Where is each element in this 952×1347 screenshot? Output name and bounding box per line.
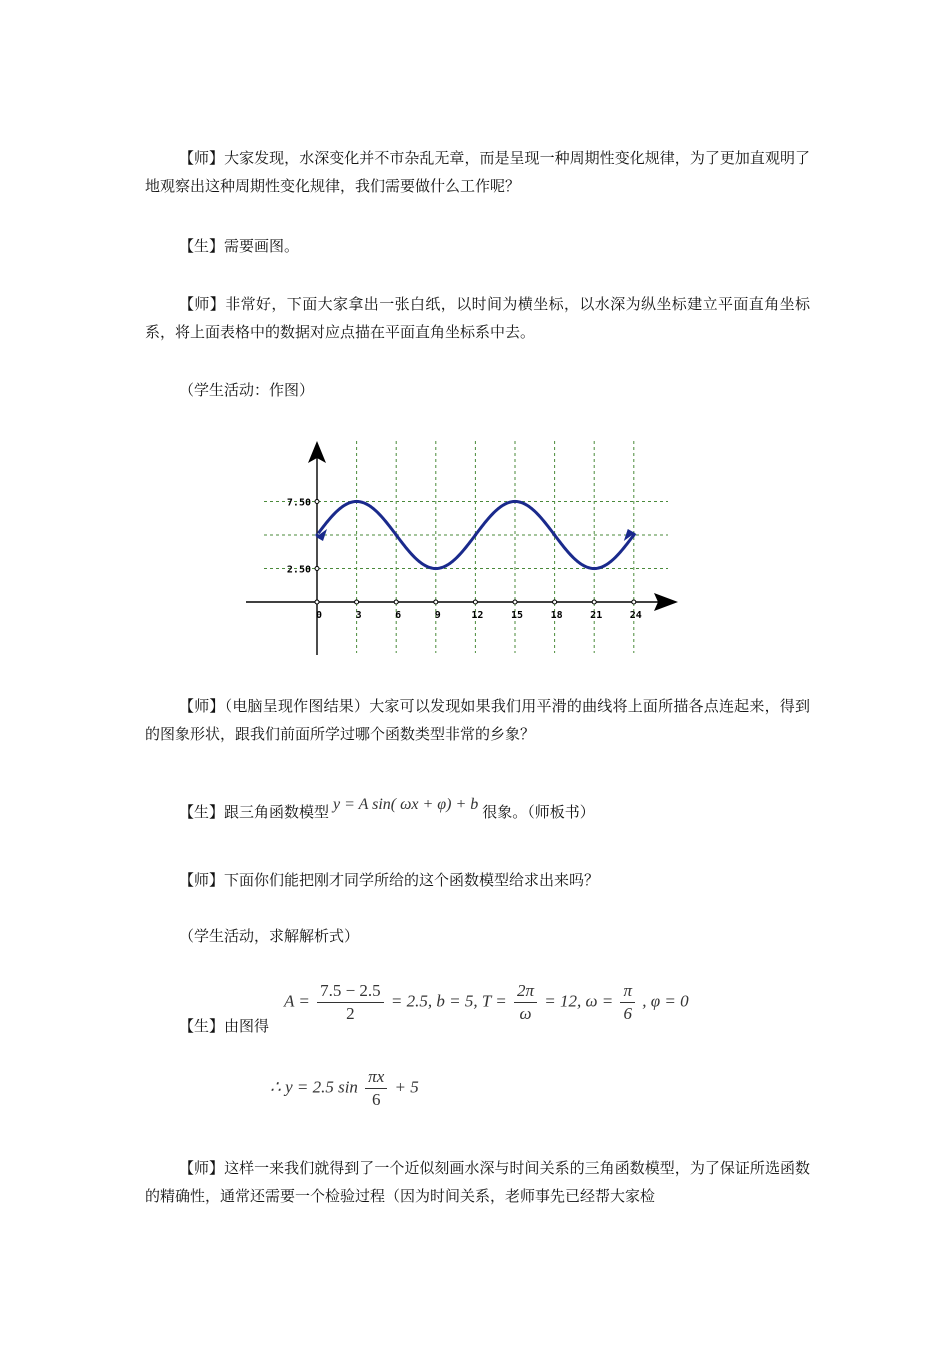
x-tick-mark bbox=[434, 600, 438, 604]
result-prefix: ∴ y = 2.5 sin bbox=[270, 1077, 358, 1097]
x-tick-mark bbox=[315, 600, 319, 604]
paragraph-activity-2: （学生活动，求解解析式） bbox=[179, 927, 360, 945]
a-numerator: 7.5 − 2.5 bbox=[317, 980, 384, 1003]
t-rest: = 12, ω = bbox=[544, 991, 614, 1011]
paragraph-activity-1: （学生活动：作图） bbox=[179, 381, 315, 399]
x-tick-label: 15 bbox=[510, 610, 524, 621]
omega-denominator: 6 bbox=[623, 1004, 632, 1023]
result-denominator: 6 bbox=[371, 1090, 381, 1109]
omega-rest: , φ = 0 bbox=[642, 991, 689, 1011]
paragraph-student-3-prefix: 【生】由图得 bbox=[179, 1017, 270, 1035]
paragraph-teacher-3: 【师】（电脑呈现作图结果）大家可以发现如果我们用平滑的曲线将上面所描各点连起来，得到的图象形状，跟我们前面所学过哪个函数类型非常的乡象？ bbox=[145, 697, 810, 743]
data-point bbox=[395, 533, 398, 536]
a-denominator: 2 bbox=[346, 1004, 355, 1023]
paragraph-teacher-2: 【师】非常好，下面大家拿出一张白纸，以时间为横坐标，以水深为纵坐标建立平面直角坐标系，将上面表格中的数据对应点描在平面直角坐标系中去。 bbox=[145, 295, 810, 341]
data-point bbox=[593, 567, 596, 570]
data-point bbox=[553, 533, 556, 536]
parameter-formula bbox=[284, 980, 689, 1025]
y-tick-label: 2.50 bbox=[286, 564, 311, 576]
data-point bbox=[434, 567, 437, 570]
data-point bbox=[355, 500, 358, 503]
t-numerator: 2π bbox=[514, 980, 537, 1003]
a-fraction bbox=[317, 980, 384, 1025]
data-point bbox=[632, 533, 635, 536]
x-tick-label: 18 bbox=[550, 610, 563, 621]
paragraph-student-2 bbox=[179, 796, 595, 825]
x-tick-label: 9 bbox=[434, 610, 441, 621]
water-depth-chart bbox=[244, 437, 680, 657]
result-numerator: πx bbox=[365, 1066, 387, 1089]
omega-fraction bbox=[620, 980, 635, 1025]
x-tick-mark bbox=[355, 600, 359, 604]
data-point bbox=[474, 533, 477, 536]
model-formula: y = A sin( ωx + φ) + b bbox=[333, 796, 479, 813]
a-lhs: A = bbox=[284, 991, 310, 1011]
paragraph-teacher-4: 【师】下面你们能把刚才同学所给的这个函数模型给求出来吗？ bbox=[179, 871, 600, 889]
omega-numerator: π bbox=[620, 980, 635, 1003]
a-rest: = 2.5, b = 5, T = bbox=[390, 991, 507, 1011]
result-fraction bbox=[365, 1066, 387, 1111]
x-tick-mark bbox=[592, 600, 596, 604]
x-tick-label: 0 bbox=[315, 610, 323, 621]
x-tick-mark bbox=[553, 600, 557, 604]
x-tick-label: 6 bbox=[395, 610, 402, 621]
t-denominator: ω bbox=[519, 1004, 532, 1023]
paragraph-teacher-5: 【师】这样一来我们就得到了一个近似刻画水深与时间关系的三角函数模型，为了保证所选函数的精确性，通常还需要一个检验过程（因为时间关系，老师事先已经帮大家检 bbox=[145, 1159, 810, 1205]
y-tick-label: 7.50 bbox=[286, 497, 311, 509]
result-suffix: + 5 bbox=[394, 1077, 419, 1097]
x-tick-label: 24 bbox=[629, 610, 642, 621]
result-formula bbox=[270, 1066, 419, 1111]
x-tick-label: 21 bbox=[590, 610, 603, 621]
data-point bbox=[315, 533, 318, 536]
student-2-prefix: 【生】跟三角函数模型 bbox=[179, 803, 330, 821]
x-tick-label: 3 bbox=[355, 610, 362, 621]
x-tick-mark bbox=[632, 600, 636, 604]
data-point bbox=[513, 500, 516, 503]
x-tick-mark bbox=[394, 600, 398, 604]
y-tick-mark bbox=[315, 500, 319, 504]
x-tick-mark bbox=[473, 600, 477, 604]
student-2-suffix: 很象。（师板书） bbox=[482, 803, 595, 821]
t-fraction bbox=[514, 980, 537, 1025]
x-tick-label: 12 bbox=[471, 610, 484, 621]
x-tick-mark bbox=[513, 600, 517, 604]
paragraph-teacher-1: 【师】大家发现，水深变化并不市杂乱无章，而是呈现一种周期性变化规律，为了更加直观明了地观察出这种周期性变化规律，我们需要做什么工作呢？ bbox=[145, 149, 810, 195]
y-tick-mark bbox=[315, 567, 319, 571]
paragraph-student-1: 【生】需要画图。 bbox=[179, 237, 300, 255]
